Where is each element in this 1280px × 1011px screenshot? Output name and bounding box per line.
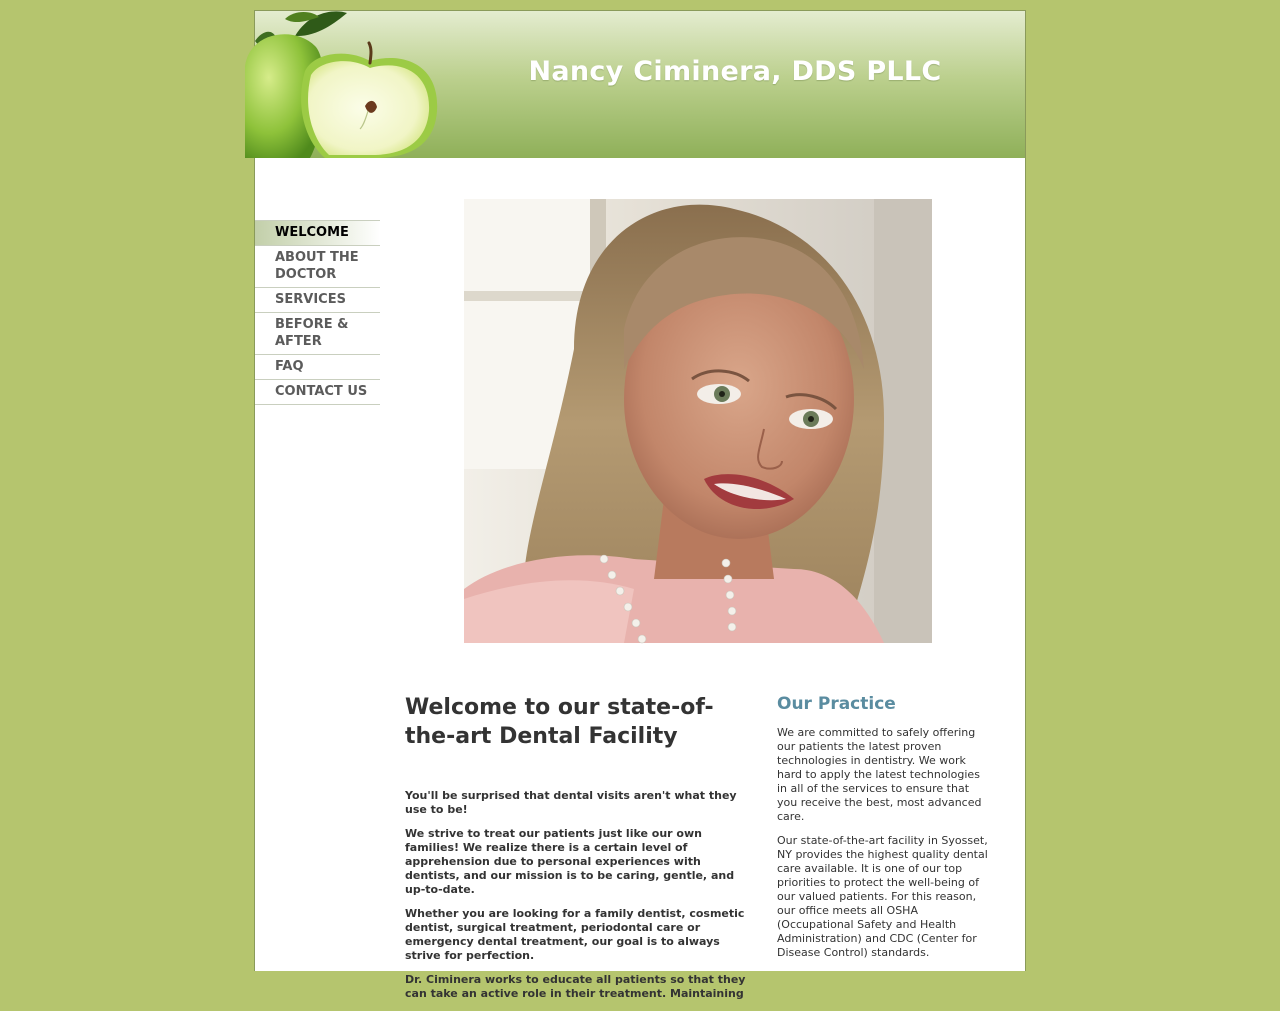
- our-practice-heading: Our Practice: [777, 694, 896, 714]
- welcome-paragraph: You'll be surprised that dental visits aren't what they use to be!: [405, 789, 737, 816]
- nav-item-before-after[interactable]: BEFORE & AFTER: [255, 313, 380, 355]
- nav-item-about-the-doctor[interactable]: ABOUT THE DOCTOR: [255, 246, 380, 288]
- page-container: [254, 10, 1026, 1000]
- practice-paragraph: We are committed to safely offering our patients the latest proven technologies in dentistry. We work hard to apply the latest technologies in all of the services to ensure that you receive the best, most advanced care.: [777, 726, 982, 823]
- welcome-paragraph: We strive to treat our patients just like our own families! We realize there is a certain level of apprehension due to personal experiences with dentists, and our mission is to be caring, gentle, and up-to-date.: [405, 827, 735, 896]
- site-header: [255, 11, 1025, 158]
- nav-item-welcome[interactable]: WELCOME: [255, 221, 380, 246]
- welcome-paragraph: Whether you are looking for a family dentist, cosmetic dentist, surgical treatment, periodontal care or emergency dental treatment, our goal is to always strive for perfection.: [405, 907, 745, 962]
- welcome-paragraph: Dr. Ciminera works to educate all patients so that they can take an active role in their treatment. Maintaining: [405, 973, 746, 1000]
- nav-item-contact-us[interactable]: CONTACT US: [255, 380, 380, 405]
- our-practice-column: [777, 693, 992, 970]
- nav-item-faq[interactable]: FAQ: [255, 355, 380, 380]
- practice-paragraph: Our state-of-the-art facility in Syosset, NY provides the highest quality dental care available. It is one of our top priorities to protect the well-being of our valued patients. For this reason, our office meets all OSHA (Occupational Safety and Health Administration) and CDC (Center for Disease Control) standards.: [777, 834, 988, 959]
- welcome-column: [405, 693, 753, 1011]
- nav-item-services[interactable]: SERVICES: [255, 288, 380, 313]
- site-title: Nancy Ciminera, DDS PLLC: [528, 56, 942, 87]
- doctor-portrait-photo: [464, 199, 932, 643]
- green-apple-logo: [255, 11, 445, 158]
- welcome-heading: Welcome to our state-of-the-art Dental Facility: [405, 695, 714, 749]
- main-nav: [255, 220, 380, 405]
